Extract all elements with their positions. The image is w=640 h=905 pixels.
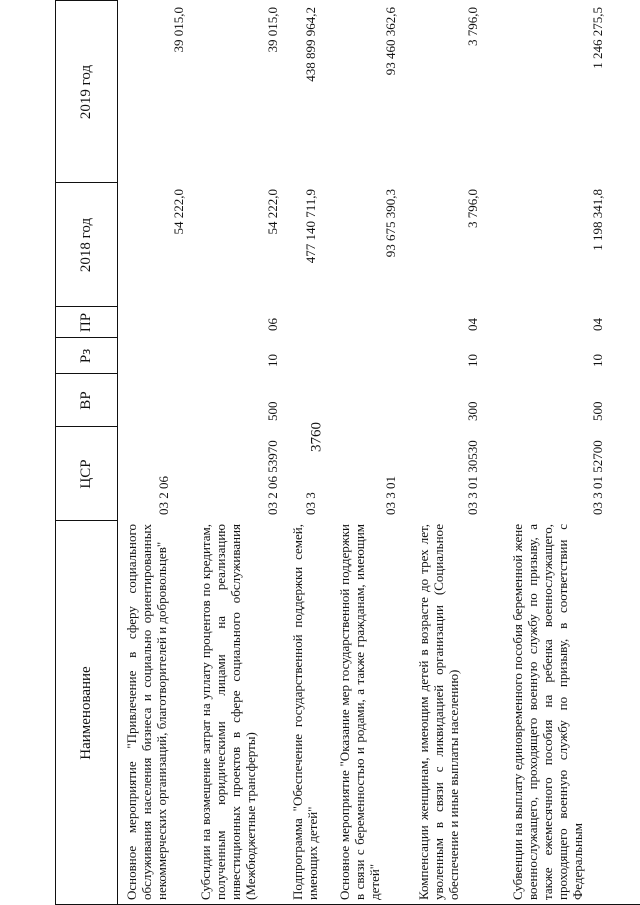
row-6-csr: 03 3 01 52700: [590, 440, 605, 515]
row-6-rz: 10: [590, 354, 605, 367]
row-6-name: Субвенции на выплату единовременного пособия беременной жене военнослужащего, проходящего военную службу по призыву, а также ежемесячного пособия на ребенка военнослужащего, проходящего военную службу по призыву, в соответствии с Федеральным: [510, 524, 585, 900]
row-3-2019: 438 899 964,2: [303, 7, 318, 82]
row-1-csr: 03 2 06: [156, 476, 171, 515]
row-2-csr: 03 2 06 53970: [265, 440, 280, 515]
row-4-2018: 93 675 390,3: [383, 189, 398, 258]
row-5-vr: 300: [465, 401, 480, 421]
header-csr: ЦСР: [77, 459, 94, 489]
row-2-name: Субсидии на возмещение затрат на уплату процентов по кредитам, полученным юридическими лицами на реализацию инвестиционных проектов в сфере социального обслуживания (Межбюджетные трансферты): [198, 524, 258, 900]
row-5-pr: 04: [465, 318, 480, 331]
row-1-2018: 54 222,0: [171, 189, 186, 235]
row-5-2018: 3 796,0: [465, 189, 480, 228]
page-number: 3760: [308, 422, 325, 452]
row-4-name: Основное мероприятие "Оказание мер государственной поддержки в связи с беременностью и родами, а также гражданам, имеющим детей": [337, 524, 382, 900]
row-2-2018: 54 222,0: [265, 189, 280, 235]
row-3-name: Подпрограмма "Обеспечение государственной поддержки семей, имеющих детей": [290, 524, 320, 900]
header-name: Наименование: [77, 666, 94, 760]
row-1-2019: 39 015,0: [171, 7, 186, 53]
row-6-vr: 500: [590, 401, 605, 421]
row-6-2018: 1 198 341,8: [590, 189, 605, 251]
row-4-csr: 03 3 01: [383, 476, 398, 515]
row-2-2019: 39 015,0: [265, 7, 280, 53]
row-5-name: Компенсации женщинам, имеющим детей в возрасте до трех лет, уволенным в связи с ликвидацией организации (Социальное обеспечение и иные выплаты населению): [416, 524, 461, 900]
header-2018: 2018 год: [77, 217, 94, 273]
row-5-csr: 03 3 01 30530: [465, 440, 480, 515]
header-pr: ПР: [77, 312, 94, 333]
row-5-rz: 10: [465, 354, 480, 367]
row-4-2019: 93 460 362,6: [383, 7, 398, 76]
row-6-pr: 04: [590, 318, 605, 331]
header-rz: Рз: [77, 348, 94, 364]
row-3-2018: 477 140 711,9: [303, 189, 318, 264]
row-2-rz: 10: [265, 354, 280, 367]
row-2-pr: 06: [265, 318, 280, 331]
table-header-bottom-border: [117, 0, 118, 905]
header-2019: 2019 год: [77, 64, 94, 120]
row-5-2019: 3 796,0: [465, 7, 480, 46]
header-vr: ВР: [77, 391, 94, 410]
row-1-name: Основное мероприятие "Привлечение в сферу социального обслуживания населения бизнеса и социально ориентированных некоммерческих организаций, благотворителей и добровольцев": [124, 524, 169, 900]
row-3-csr: 03 3: [303, 492, 318, 515]
row-6-2019: 1 246 275,5: [590, 7, 605, 69]
row-2-vr: 500: [265, 401, 280, 421]
